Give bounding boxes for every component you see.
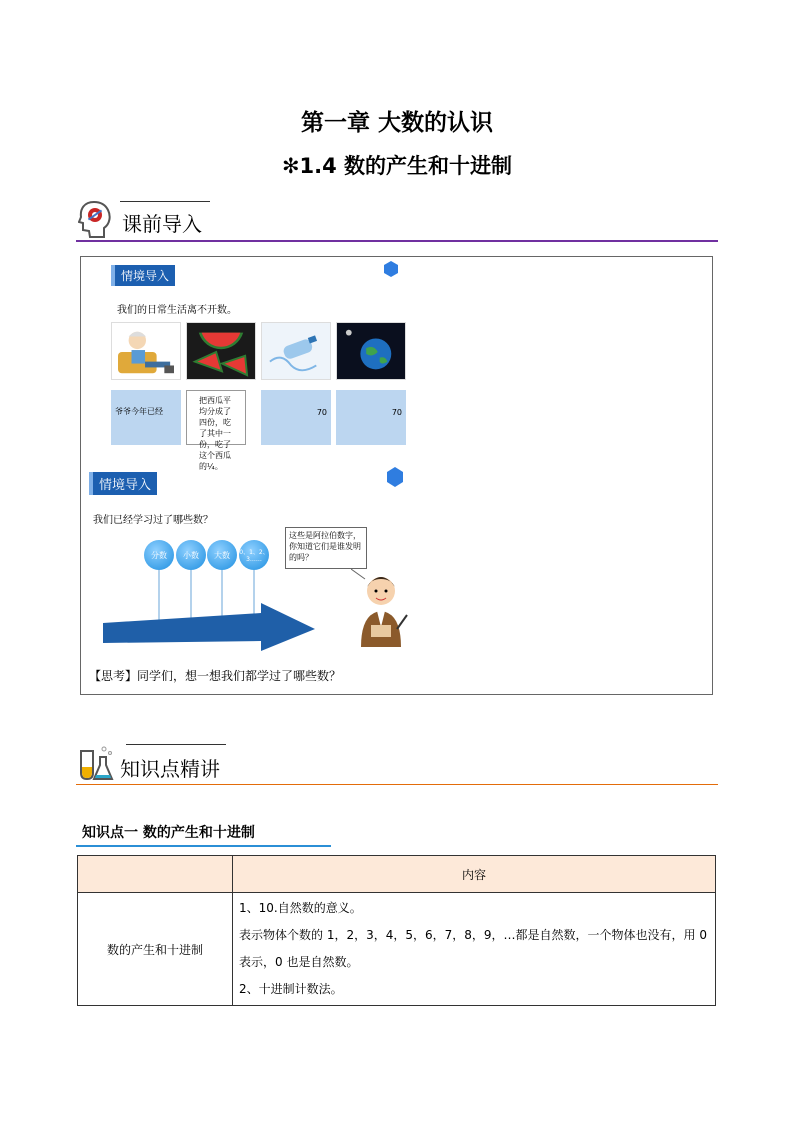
number-bubble: 大数 <box>207 540 237 570</box>
section-header-knowledge <box>76 741 718 785</box>
water-bottle-icon <box>261 322 331 380</box>
table-row <box>78 893 716 1006</box>
watermelon-icon <box>186 322 256 380</box>
speech-bubble: 这些是阿拉伯数字，你知道它们是谁发明的吗？ <box>285 527 367 569</box>
head-gears-icon <box>78 200 112 238</box>
knowledge-point-title: 知识点一 数的产生和十进制 <box>82 825 255 841</box>
content-line: 表示物体个数的 1，2，3，4，5，6，7，8，9，…都是自然数，一个物体也没有，用 0 表示，0 也是自然数。 <box>239 928 707 969</box>
info-card: 70 <box>261 390 331 445</box>
content-line: 2、十进制计数法。 <box>239 982 343 996</box>
table-content-cell <box>233 893 716 1006</box>
scenario-tag: 情境导入 <box>89 472 157 495</box>
table-header-row <box>78 856 716 893</box>
info-card: 70 <box>336 390 406 445</box>
chapter-title: 第一章 大数的认识 <box>300 110 493 136</box>
table-header-cell: 内容 <box>233 856 716 893</box>
section-underline <box>76 784 718 785</box>
table-row-label: 数的产生和十进制 <box>78 893 233 1006</box>
section-underline <box>76 240 718 242</box>
scenario-tag: 情境导入 <box>111 265 175 286</box>
table-header-cell <box>78 856 233 893</box>
lesson-title: ✻1.4 数的产生和十进制 <box>281 154 513 178</box>
info-card: 把西瓜平均分成了四份，吃了其中一份，吃了这个西瓜的¼。 <box>186 390 246 445</box>
number-bubble: 分数 <box>144 540 174 570</box>
section-topline <box>126 744 226 745</box>
number-bubble: 小数 <box>176 540 206 570</box>
think-prompt: 【思考】同学们，想一想我们都学过了哪些数？ <box>89 669 342 683</box>
hexagon-icon <box>384 261 398 277</box>
slide-question: 我们已经学习过了哪些数？ <box>93 515 213 526</box>
info-card: 爷爷今年已经 <box>111 390 181 445</box>
content-line: 1、10.自然数的意义。 <box>239 901 362 915</box>
grandpa-icon <box>111 322 181 380</box>
section-label: 知识点精讲 <box>120 757 220 781</box>
earth-icon <box>336 322 406 380</box>
lab-flask-icon <box>76 743 116 783</box>
teacher-icon <box>351 569 411 649</box>
section-topline <box>120 201 210 202</box>
knowledge-table <box>77 855 716 1006</box>
knowledge-point-underline <box>76 845 331 847</box>
number-bubble: 0、1、2、3…… <box>239 540 269 570</box>
section-label: 课前导入 <box>122 212 202 236</box>
slide-intro-text: 我们的日常生活离不开数。 <box>117 305 237 316</box>
intro-panel <box>80 256 713 695</box>
section-header-intro <box>76 198 718 242</box>
hexagon-icon <box>387 467 403 487</box>
